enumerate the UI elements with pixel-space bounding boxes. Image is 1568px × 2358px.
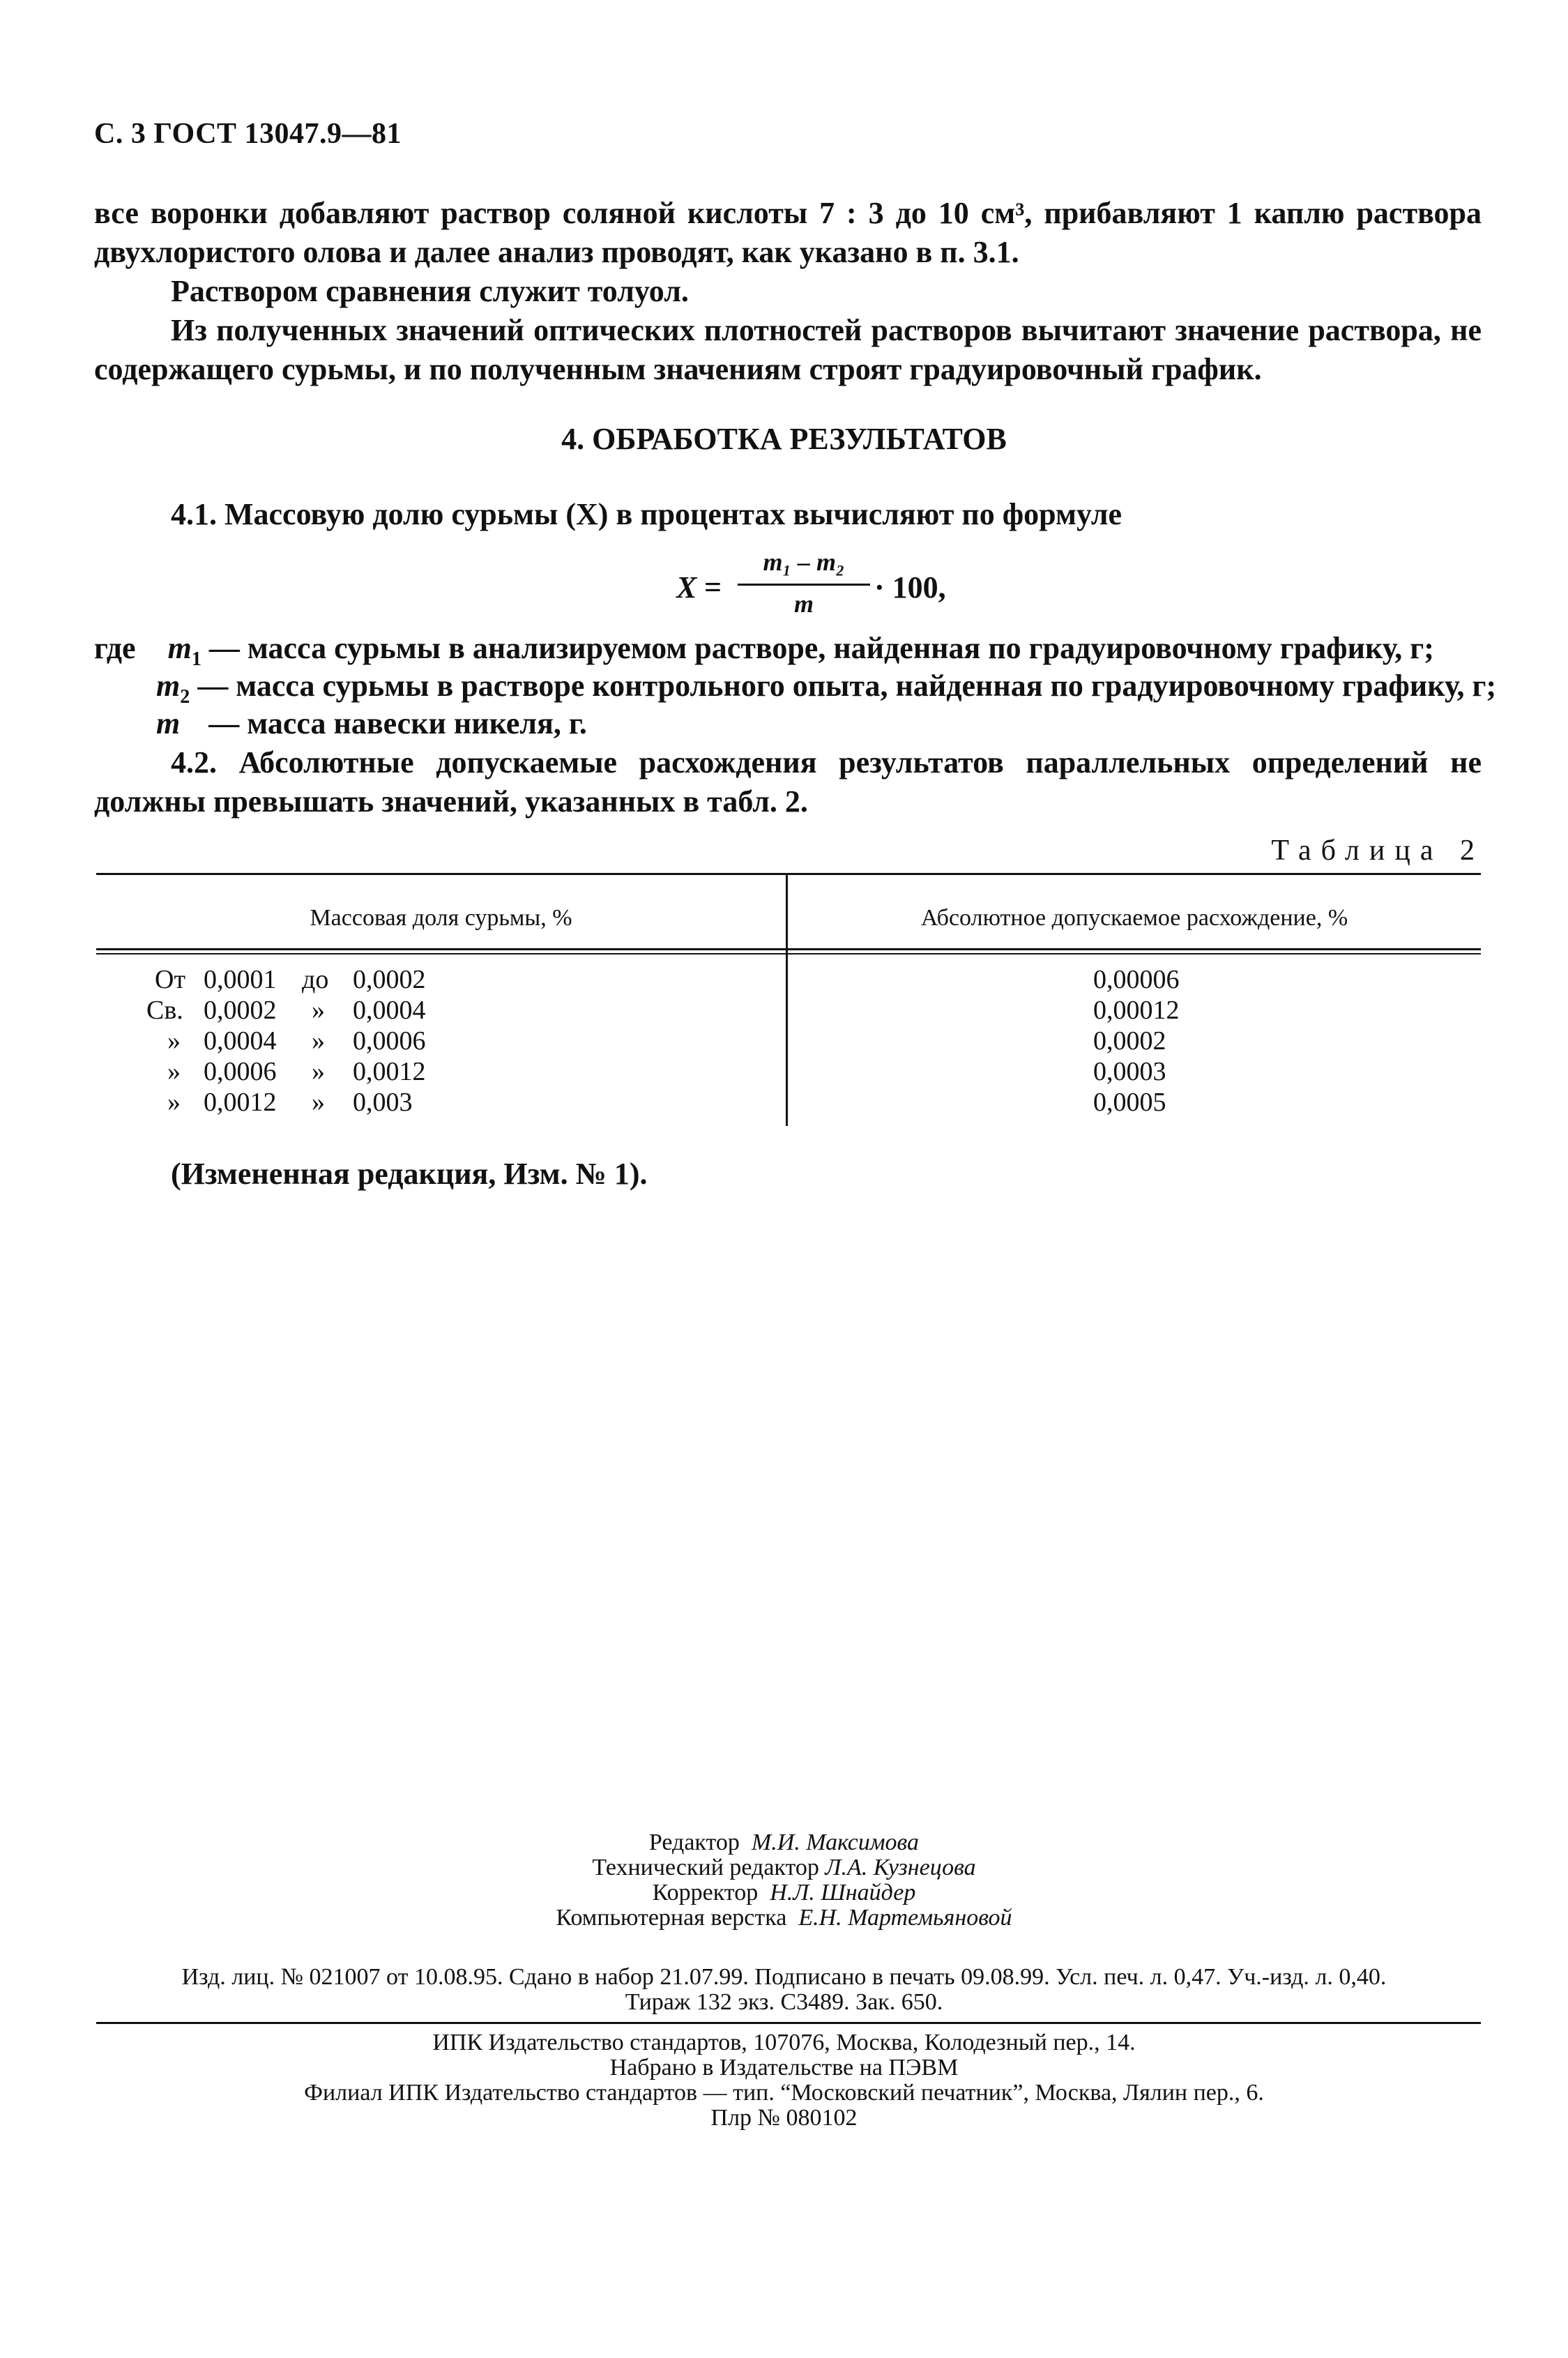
imprint-line-2: Тираж 132 экз. С3489. Зак. 650. [625, 1989, 943, 2015]
table-caption: Таблица 2 [1271, 835, 1484, 867]
paragraph-intro-2: Раствором сравнения служит толуол. [171, 274, 689, 308]
page-header: С. 3 ГОСТ 13047.9—81 [94, 118, 402, 150]
formula-equals: = [704, 570, 722, 604]
paragraph-intro-1: все воронки добавляют раствор соляной кислоты 7 : 3 до 10 см³, прибавляют 1 каплю раствора двухлористого олова и далее анализ проводят, как указано в п. 3.1. [94, 196, 1482, 269]
where-lead: где [94, 631, 136, 665]
where-def-1: — масса сурьмы в анализируемом растворе, найденная по градуировочному графику, г; [208, 631, 1434, 665]
imprint-line-6: Плр № 080102 [710, 2105, 858, 2131]
table-header-rule-2 [96, 953, 1481, 954]
formula-denominator: m [793, 590, 814, 618]
where-row-2: $m_2$ — масса сурьмы в растворе контрольного опыта, найденная по градуировочному графику, г; [156, 669, 1497, 708]
formula-multiplier: · 100, [874, 570, 946, 604]
imprint-line-4: Набрано в Издательстве на ПЭВМ [609, 2055, 959, 2081]
imprint-line-5: Филиал ИПК Издательство стандартов — тип. “Московский печатник”, Москва, Лялин пер., 6. [304, 2080, 1264, 2106]
formula [669, 547, 962, 631]
imprint-line-1: Изд. лиц. № 021007 от 10.08.95. Сдано в набор 21.07.99. Подписано в печать 09.08.99. Усл. печ. л. 0,47. Уч.-изд. л. 0,40. [181, 1964, 1387, 1990]
where-def-3: — масса навески никеля, г. [208, 706, 587, 740]
credit-layout: Компьютерная верстка Е.Н. Мартемьяновой [556, 1905, 1012, 1931]
credit-editor: Редактор М.И. Максимова [648, 1830, 920, 1855]
imprint-line-3: ИПК Издательство стандартов, 107076, Москва, Колодезный пер., 14. [432, 2030, 1136, 2055]
where-row-3: m — масса навески никеля, г. [156, 706, 587, 740]
credit-corrector: Корректор Н.Л. Шнайдер [652, 1880, 916, 1906]
table-header-col1: Массовая доля сурьмы, % [310, 905, 572, 931]
where-def-2: — масса сурьмы в растворе контрольного опыта, найденная по градуировочному графику, г; [197, 669, 1497, 703]
formula-fraction-bar [738, 584, 870, 586]
paragraph-intro-3: Из полученных значений оптических плотностей растворов вычитают значение раствора, не содержащего сурьмы, и по полученным значениям строят градуировочный график. [94, 313, 1482, 386]
amendment-note: (Измененная редакция, Изм. № 1). [171, 1157, 648, 1191]
table-header-col2: Абсолютное допускаемое расхождение, % [920, 905, 1348, 931]
table-header-rule-1 [96, 948, 1481, 950]
formula-numerator: m₁ – m₂ [763, 548, 845, 576]
section-title: 4. ОБРАБОТКА РЕЗУЛЬТАТОВ [561, 422, 1007, 456]
footer-rule [96, 2022, 1481, 2024]
where-row-1: где $m_1$ — масса сурьмы в анализируемом растворе, найденная по градуировочному графику, г; [94, 631, 1434, 670]
table-top-rule [96, 873, 1481, 875]
paragraph-4-2: 4.2. Абсолютные допускаемые расхождения результатов параллельных определений не должны превышать значений, указанных в табл. 2. [94, 745, 1482, 819]
paragraph-4-1: 4.1. Массовую долю сурьмы (X) в процентах вычисляют по формуле [171, 497, 1122, 531]
credit-tech-editor: Технический редактор Л.А. Кузнецова [592, 1855, 976, 1880]
formula-lhs: X [676, 570, 697, 604]
